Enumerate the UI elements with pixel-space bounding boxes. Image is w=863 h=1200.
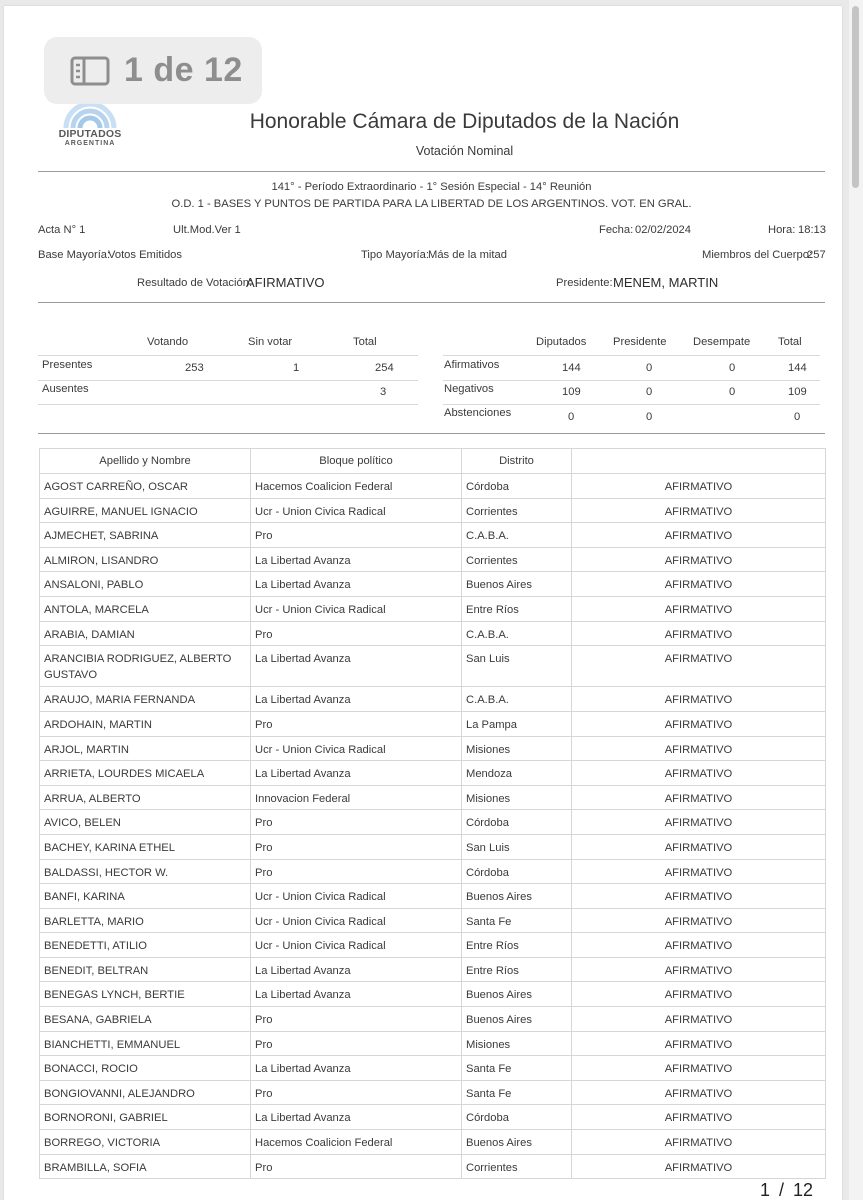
cell-nombre: ARANCIBIA RODRIGUEZ, ALBERTO GUSTAVO: [40, 646, 251, 687]
cell-bloque: La Libertad Avanza: [251, 547, 462, 572]
cell-distrito: Buenos Aires: [462, 1130, 572, 1155]
cell-voto: AFIRMATIVO: [572, 859, 826, 884]
negativos-presidente: 0: [646, 386, 653, 398]
table-row: [40, 687, 826, 712]
table-row: [40, 884, 826, 909]
negativos-label: Negativos: [444, 383, 494, 395]
table-row: [40, 1007, 826, 1032]
presidente-label: Presidente:: [556, 277, 613, 289]
cell-nombre: ARABIA, DAMIAN: [40, 621, 251, 646]
cell-bloque: Ucr - Union Civica Radical: [251, 908, 462, 933]
resultado-value: AFIRMATIVO: [246, 275, 325, 290]
cell-nombre: ANTOLA, MARCELA: [40, 596, 251, 621]
cell-nombre: ALMIRON, LISANDRO: [40, 547, 251, 572]
divider: [38, 171, 825, 172]
cell-distrito: Buenos Aires: [462, 1007, 572, 1032]
table-row: [40, 859, 826, 884]
cell-nombre: ANSALONI, PABLO: [40, 572, 251, 597]
table-row: [40, 908, 826, 933]
cell-bloque: Ucr - Union Civica Radical: [251, 884, 462, 909]
row-line: [38, 355, 418, 356]
presentes-votando: 253: [185, 362, 204, 374]
cell-distrito: Buenos Aires: [462, 572, 572, 597]
table-row: [40, 1031, 826, 1056]
cell-nombre: ARDOHAIN, MARTIN: [40, 711, 251, 736]
cell-nombre: BALDASSI, HECTOR W.: [40, 859, 251, 884]
ausentes-label: Ausentes: [42, 383, 89, 395]
cell-nombre: BIANCHETTI, EMMANUEL: [40, 1031, 251, 1056]
presence-header-votando: Votando: [147, 336, 189, 348]
cell-distrito: C.A.B.A.: [462, 523, 572, 548]
row-line: [38, 404, 418, 405]
abstenciones-label: Abstenciones: [444, 407, 512, 419]
page-counter: 1 / 12: [760, 1180, 814, 1200]
abstenciones-diputados: 0: [568, 411, 575, 423]
cell-nombre: BORREGO, VICTORIA: [40, 1130, 251, 1155]
cell-voto: AFIRMATIVO: [572, 933, 826, 958]
sidebar-thumbnails-icon[interactable]: [70, 56, 110, 86]
cell-voto: AFIRMATIVO: [572, 1007, 826, 1032]
base-mayoria-label: Base Mayoría:: [38, 249, 111, 261]
table-row: [40, 1154, 826, 1179]
cell-voto: AFIRMATIVO: [572, 810, 826, 835]
row-line: [443, 355, 820, 356]
table-row: [40, 785, 826, 810]
header-distrito: Distrito: [462, 449, 572, 474]
cell-bloque: Pro: [251, 1031, 462, 1056]
afirmativos-diputados: 144: [562, 362, 581, 374]
cell-bloque: Pro: [251, 834, 462, 859]
table-row: [40, 1056, 826, 1081]
cell-voto: AFIRMATIVO: [572, 884, 826, 909]
cell-bloque: La Libertad Avanza: [251, 957, 462, 982]
cell-nombre: ARRIETA, LOURDES MICAELA: [40, 761, 251, 786]
cell-distrito: Misiones: [462, 736, 572, 761]
cell-nombre: AGOST CARREÑO, OSCAR: [40, 474, 251, 499]
votes-header-presidente: Presidente: [613, 336, 667, 348]
cell-distrito: Misiones: [462, 1031, 572, 1056]
cell-bloque: Pro: [251, 523, 462, 548]
ausentes-total: 3: [380, 386, 387, 398]
document-title: Honorable Cámara de Diputados de la Nación: [249, 110, 680, 133]
presentes-label: Presentes: [42, 359, 93, 371]
session-info: 141° - Período Extraordinario - 1° Sesión Especial - 14° Reunión: [271, 181, 592, 193]
cell-voto: AFIRMATIVO: [572, 596, 826, 621]
cell-bloque: Innovacion Federal: [251, 785, 462, 810]
cell-voto: AFIRMATIVO: [572, 1031, 826, 1056]
cell-voto: AFIRMATIVO: [572, 621, 826, 646]
table-row: [40, 810, 826, 835]
table-row: [40, 1080, 826, 1105]
cell-distrito: Santa Fe: [462, 908, 572, 933]
cell-bloque: Pro: [251, 711, 462, 736]
cell-bloque: Pro: [251, 859, 462, 884]
cell-nombre: BENEDIT, BELTRAN: [40, 957, 251, 982]
table-row: [40, 1130, 826, 1155]
cell-voto: AFIRMATIVO: [572, 711, 826, 736]
table-row: [40, 761, 826, 786]
cell-distrito: San Luis: [462, 834, 572, 859]
header-apellido-nombre: Apellido y Nombre: [40, 449, 251, 474]
base-mayoria-value: Votos Emitidos: [108, 249, 182, 261]
cell-voto: AFIRMATIVO: [572, 1130, 826, 1155]
cell-voto: AFIRMATIVO: [572, 547, 826, 572]
cell-nombre: BONACCI, ROCIO: [40, 1056, 251, 1081]
scrollbar-thumb[interactable]: [852, 6, 859, 188]
cell-nombre: BANFI, KARINA: [40, 884, 251, 909]
cell-nombre: BESANA, GABRIELA: [40, 1007, 251, 1032]
cell-bloque: La Libertad Avanza: [251, 1056, 462, 1081]
scrollbar[interactable]: [849, 0, 863, 1200]
cell-distrito: Corrientes: [462, 547, 572, 572]
header-bloque: Bloque político: [251, 449, 462, 474]
cell-nombre: AGUIRRE, MANUEL IGNACIO: [40, 498, 251, 523]
table-row: [40, 982, 826, 1007]
table-row: [40, 957, 826, 982]
cell-distrito: La Pampa: [462, 711, 572, 736]
negativos-total: 109: [788, 386, 807, 398]
cell-distrito: Buenos Aires: [462, 982, 572, 1007]
row-line: [443, 380, 820, 381]
table-row: [40, 1105, 826, 1130]
logo-line-1: DIPUTADOS: [58, 128, 122, 140]
negativos-diputados: 109: [562, 386, 581, 398]
cell-nombre: ARAUJO, MARIA FERNANDA: [40, 687, 251, 712]
cell-bloque: Pro: [251, 621, 462, 646]
acta-number: Acta N° 1: [38, 224, 86, 236]
table-row: [40, 547, 826, 572]
cell-bloque: Pro: [251, 1154, 462, 1179]
cell-nombre: BORNORONI, GABRIEL: [40, 1105, 251, 1130]
cell-distrito: Córdoba: [462, 810, 572, 835]
table-row: [40, 933, 826, 958]
vote-subject: O.D. 1 - BASES Y PUNTOS DE PARTIDA PARA LA LIBERTAD DE LOS ARGENTINOS. VOT. EN GRAL.: [171, 198, 692, 210]
presence-header-sin-votar: Sin votar: [248, 336, 293, 348]
cell-distrito: Corrientes: [462, 1154, 572, 1179]
cell-nombre: BENEGAS LYNCH, BERTIE: [40, 982, 251, 1007]
afirmativos-total: 144: [788, 362, 807, 374]
page-indicator-badge[interactable]: [44, 37, 262, 104]
cell-bloque: Ucr - Union Civica Radical: [251, 933, 462, 958]
cell-bloque: Ucr - Union Civica Radical: [251, 596, 462, 621]
abstenciones-total: 0: [794, 411, 801, 423]
page-indicator-text: 1 de 12: [124, 51, 243, 89]
tipo-mayoria-label: Tipo Mayoría:: [361, 249, 429, 261]
cell-voto: AFIRMATIVO: [572, 1154, 826, 1179]
votes-header-total: Total: [778, 336, 802, 348]
cell-distrito: C.A.B.A.: [462, 687, 572, 712]
cell-distrito: Misiones: [462, 785, 572, 810]
cell-voto: AFIRMATIVO: [572, 646, 826, 687]
resultado-label: Resultado de Votación:: [137, 277, 253, 289]
miembros-value: 257: [807, 249, 826, 261]
cell-voto: AFIRMATIVO: [572, 474, 826, 499]
cell-voto: AFIRMATIVO: [572, 1080, 826, 1105]
cell-nombre: BONGIOVANNI, ALEJANDRO: [40, 1080, 251, 1105]
cell-nombre: ARJOL, MARTIN: [40, 736, 251, 761]
cell-distrito: Santa Fe: [462, 1080, 572, 1105]
row-line: [38, 380, 418, 381]
cell-bloque: La Libertad Avanza: [251, 572, 462, 597]
cell-nombre: BARLETTA, MARIO: [40, 908, 251, 933]
cell-distrito: Entre Ríos: [462, 933, 572, 958]
cell-distrito: Mendoza: [462, 761, 572, 786]
cell-bloque: La Libertad Avanza: [251, 1105, 462, 1130]
cell-distrito: Córdoba: [462, 1105, 572, 1130]
document-subtitle: Votación Nominal: [415, 144, 514, 158]
cell-voto: AFIRMATIVO: [572, 687, 826, 712]
cell-nombre: AJMECHET, SABRINA: [40, 523, 251, 548]
hora-label: Hora:: [768, 224, 796, 236]
header-voto: [572, 449, 826, 474]
cell-bloque: Ucr - Union Civica Radical: [251, 498, 462, 523]
presentes-sin-votar: 1: [293, 362, 300, 374]
table-row: [40, 621, 826, 646]
cell-nombre: BENEDETTI, ATILIO: [40, 933, 251, 958]
table-row: [40, 736, 826, 761]
table-row: [40, 474, 826, 499]
cell-bloque: Hacemos Coalicion Federal: [251, 1130, 462, 1155]
cell-bloque: Ucr - Union Civica Radical: [251, 736, 462, 761]
logo-line-2: ARGENTINA: [64, 140, 116, 147]
cell-distrito: Entre Ríos: [462, 596, 572, 621]
afirmativos-label: Afirmativos: [444, 359, 500, 371]
cell-voto: AFIRMATIVO: [572, 523, 826, 548]
cell-nombre: BACHEY, KARINA ETHEL: [40, 834, 251, 859]
cell-bloque: La Libertad Avanza: [251, 646, 462, 687]
votes-header-desempate: Desempate: [693, 336, 751, 348]
cell-bloque: Pro: [251, 1080, 462, 1105]
table-row: [40, 711, 826, 736]
table-row: [40, 572, 826, 597]
cell-voto: AFIRMATIVO: [572, 498, 826, 523]
tipo-mayoria-value: Más de la mitad: [428, 249, 507, 261]
table-row: [40, 498, 826, 523]
table-row: [40, 523, 826, 548]
table-row: [40, 596, 826, 621]
cell-bloque: Pro: [251, 1007, 462, 1032]
presidente-value: MENEM, MARTIN: [613, 275, 719, 290]
votes-header-diputados: Diputados: [536, 336, 587, 348]
abstenciones-presidente: 0: [646, 411, 653, 423]
cell-voto: AFIRMATIVO: [572, 761, 826, 786]
cell-voto: AFIRMATIVO: [572, 572, 826, 597]
miembros-label: Miembros del Cuerpo:: [702, 249, 813, 261]
afirmativos-desempate: 0: [729, 362, 736, 374]
cell-nombre: BRAMBILLA, SOFIA: [40, 1154, 251, 1179]
cell-voto: AFIRMATIVO: [572, 982, 826, 1007]
hora-value: 18:13: [798, 224, 826, 236]
cell-nombre: ARRUA, ALBERTO: [40, 785, 251, 810]
fecha-value: 02/02/2024: [635, 224, 691, 236]
divider: [38, 302, 825, 303]
cell-voto: AFIRMATIVO: [572, 736, 826, 761]
cell-distrito: Buenos Aires: [462, 884, 572, 909]
cell-distrito: Córdoba: [462, 474, 572, 499]
table-header-row: [40, 449, 826, 474]
cell-voto: AFIRMATIVO: [572, 834, 826, 859]
cell-distrito: San Luis: [462, 646, 572, 687]
cell-bloque: La Libertad Avanza: [251, 687, 462, 712]
cell-bloque: La Libertad Avanza: [251, 982, 462, 1007]
cell-bloque: Pro: [251, 810, 462, 835]
cell-voto: AFIRMATIVO: [572, 1105, 826, 1130]
cell-voto: AFIRMATIVO: [572, 1056, 826, 1081]
presentes-total: 254: [375, 362, 394, 374]
afirmativos-presidente: 0: [646, 362, 653, 374]
cell-distrito: Corrientes: [462, 498, 572, 523]
ult-mod-version: Ult.Mod.Ver 1: [173, 224, 241, 236]
cell-distrito: C.A.B.A.: [462, 621, 572, 646]
cell-distrito: Santa Fe: [462, 1056, 572, 1081]
table-row: [40, 646, 826, 687]
divider: [38, 433, 825, 434]
cell-voto: AFIRMATIVO: [572, 908, 826, 933]
presence-header-total: Total: [353, 336, 377, 348]
cell-distrito: Córdoba: [462, 859, 572, 884]
cell-bloque: La Libertad Avanza: [251, 761, 462, 786]
cell-bloque: Hacemos Coalicion Federal: [251, 474, 462, 499]
fecha-label: Fecha:: [599, 224, 634, 236]
cell-distrito: Entre Ríos: [462, 957, 572, 982]
row-line: [443, 404, 820, 405]
vote-table: [39, 448, 826, 1179]
cell-nombre: AVICO, BELEN: [40, 810, 251, 835]
cell-voto: AFIRMATIVO: [572, 957, 826, 982]
table-row: [40, 834, 826, 859]
negativos-desempate: 0: [729, 386, 736, 398]
cell-voto: AFIRMATIVO: [572, 785, 826, 810]
